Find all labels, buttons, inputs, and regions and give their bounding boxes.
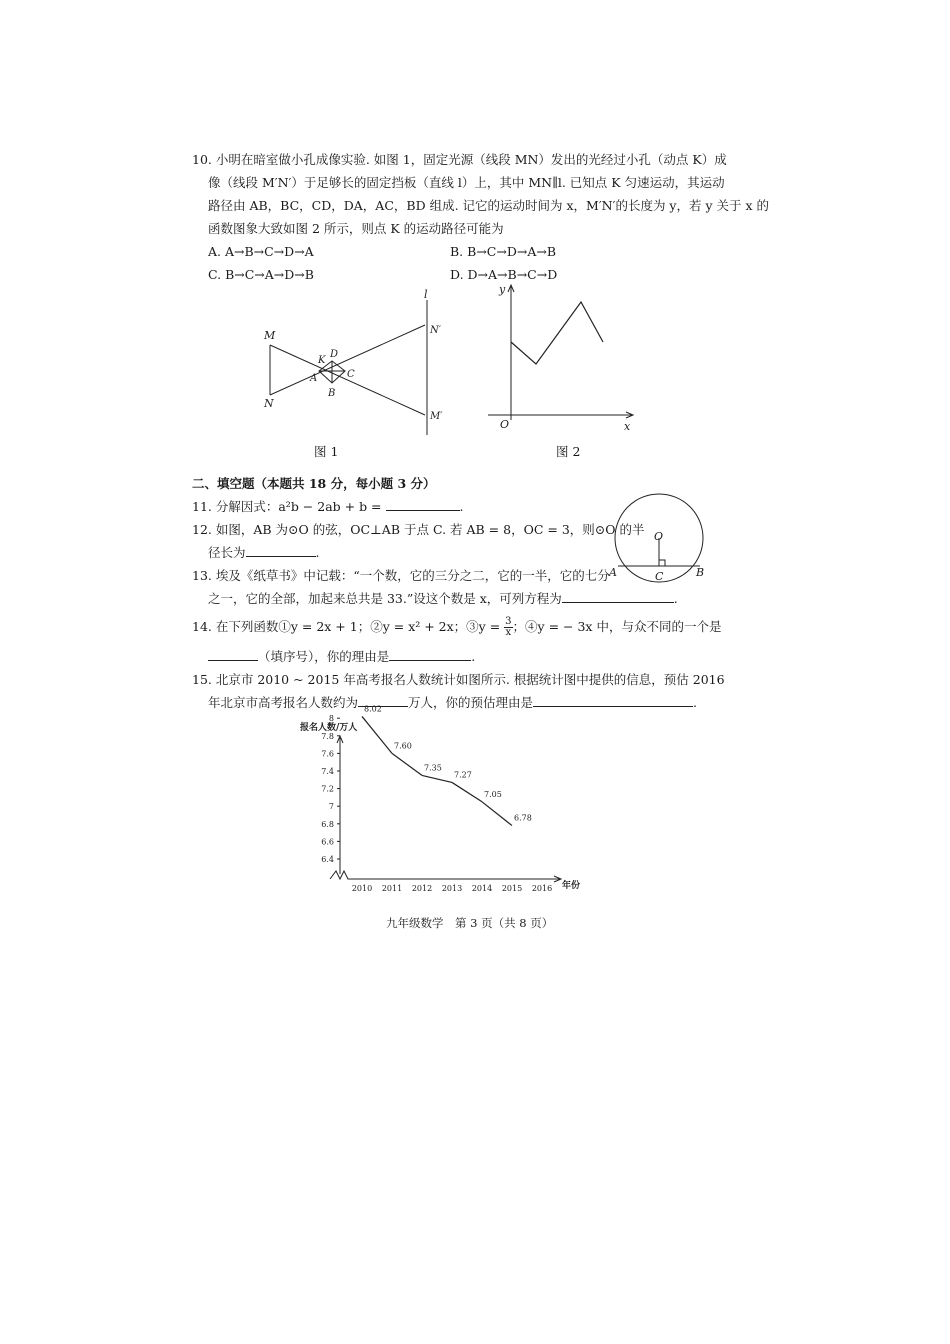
figure-1-diagram — [250, 285, 450, 465]
q14-number-blank[interactable] — [208, 648, 258, 661]
chart-x-tick-label: 2016 — [531, 884, 553, 893]
right-angle-mark — [659, 560, 665, 566]
q13-line2: 之一，它的全部，加起来总共是 33.”设这个数是 x，可列方程为 . — [208, 591, 678, 606]
chart-data-label: 7.35 — [424, 763, 442, 773]
chart-x-axis-label: 年份 — [562, 881, 581, 891]
label-a: A — [310, 373, 318, 384]
figure-1-caption: 图 1 — [314, 444, 339, 459]
q10-line3: 路径由 AB，BC，CD，DA，AC，BD 组成. 记它的运动时间为 x，M′N′的长度为 y，若 y 关于 x 的 — [208, 198, 769, 213]
q12-line2: 径长为 . — [208, 545, 320, 560]
q15-reason-blank[interactable] — [533, 694, 693, 707]
chart-x-tick-label: 2014 — [471, 884, 493, 893]
label-c: C — [347, 369, 355, 380]
label-k: K — [318, 355, 326, 366]
chart-data-label: 7.60 — [394, 741, 412, 751]
enrollment-line-chart — [290, 704, 590, 896]
label-a: A — [609, 566, 617, 579]
chart-x-axis — [330, 871, 560, 879]
section-2-title: 二、填空题（本题共 18 分，每小题 3 分） — [192, 476, 436, 491]
chart-data-label: 7.05 — [484, 789, 502, 799]
label-n: N — [264, 397, 274, 410]
chart-line-segment — [482, 802, 512, 826]
q14-reason-blank[interactable] — [389, 648, 471, 661]
label-o: O — [654, 530, 664, 543]
chart-y-tick-label: 6.8 — [321, 819, 334, 829]
q13-answer-blank[interactable] — [562, 590, 674, 603]
q10-option-c: C. B→C→A→D→B — [208, 267, 314, 282]
q12-answer-blank[interactable] — [246, 544, 316, 557]
q15-line2: 年北京市高考报名人数约为 万人，你的预估理由是 . — [208, 695, 698, 710]
chart-line-segment — [392, 753, 422, 775]
q12-line1: 12. 如图，AB 为⊙O 的弦，OC⊥AB 于点 C. 若 AB = 8，OC = 3，则⊙O 的半 — [192, 522, 645, 537]
chart-line-segment — [422, 775, 452, 782]
q12-circle-figure — [604, 496, 714, 596]
chart-y-tick-label: 7.4 — [321, 767, 334, 776]
chart-y-tick-label: 6.4 — [321, 855, 334, 864]
page-footer: 九年级数学 第 3 页（共 8 页） — [386, 916, 554, 930]
q11-text: 11. 分解因式：a²b − 2ab + b = . — [192, 499, 464, 514]
chart-y-axis-label: 报名人数/万人 — [300, 723, 358, 733]
q10-option-d: D. D→A→B→C→D — [450, 267, 558, 282]
chart-y-tick-label: 7 — [328, 802, 334, 812]
chart-x-tick-label: 2010 — [351, 884, 373, 893]
chart-y-tick-label: 7.6 — [321, 749, 334, 759]
chart-data-label: 8.02 — [364, 704, 382, 714]
q11-answer-blank[interactable] — [386, 498, 460, 511]
label-l: l — [424, 288, 428, 301]
q14-line1: 14. 在下列函数①y = 2x + 1；②y = x² + 2x；③y = $\frac{3}{x}$ ；④y = − 3x 中，与众不同的一个是 — [192, 616, 722, 638]
figure-2-graph — [478, 280, 648, 440]
label-b: B — [328, 388, 336, 399]
ray-n-to-nprime — [270, 325, 425, 395]
label-n-prime: N′ — [430, 325, 442, 336]
label-m-prime: M′ — [430, 411, 443, 422]
q15-line1: 15. 北京市 2010 ~ 2015 年高考报名人数统计如图所示. 根据统计图中提供的信息，预估 2016 — [192, 672, 725, 687]
chart-x-tick-label: 2011 — [381, 884, 403, 893]
chart-line-segment — [452, 782, 482, 801]
label-m: M — [264, 329, 276, 342]
chart-line-segment — [362, 716, 392, 753]
chart-x-tick-label: 2013 — [441, 884, 463, 893]
function-curve — [511, 302, 603, 364]
chart-data-label: 7.27 — [454, 770, 472, 780]
chart-y-tick-label: 8 — [328, 714, 334, 724]
fraction-3-over-x: $\frac{3}{x}$ — [505, 616, 512, 638]
label-origin: O — [500, 418, 510, 431]
q10-line4: 函数图象大致如图 2 所示，则点 K 的运动路径可能为 — [208, 221, 504, 236]
chart-y-tick-label: 7.8 — [321, 731, 334, 741]
label-b: B — [696, 566, 705, 579]
q13-line1: 13. 埃及《纸草书》中记载：“一个数，它的三分之二，它的一半，它的七分 — [192, 568, 610, 583]
label-y: y — [499, 283, 506, 296]
chart-x-tick-label: 2015 — [501, 884, 523, 893]
chart-data-label: 6.78 — [514, 813, 532, 823]
chart-y-tick-label: 6.6 — [321, 837, 334, 847]
chart-y-tick-label: 7.2 — [321, 784, 334, 794]
ray-m-to-mprime — [270, 345, 425, 415]
q10-line1: 10. 小明在暗室做小孔成像实验. 如图 1，固定光源（线段 MN）发出的光经过小孔（动点 K）成 — [192, 152, 727, 167]
label-d: D — [330, 349, 339, 360]
figure-2-caption: 图 2 — [556, 444, 581, 459]
label-c: C — [655, 570, 664, 583]
q10-line2: 像（线段 M′N′）于足够长的固定挡板（直线 l）上，其中 MN∥l. 已知点 K 匀速运动，其运动 — [208, 175, 725, 190]
q14-line2: （填序号），你的理由是 . — [208, 647, 475, 666]
q10-option-a: A. A→B→C→D→A — [208, 244, 314, 259]
q10-option-b: B. B→C→D→A→B — [450, 244, 557, 259]
chart-x-tick-label: 2012 — [411, 884, 433, 893]
label-x: x — [624, 420, 631, 433]
